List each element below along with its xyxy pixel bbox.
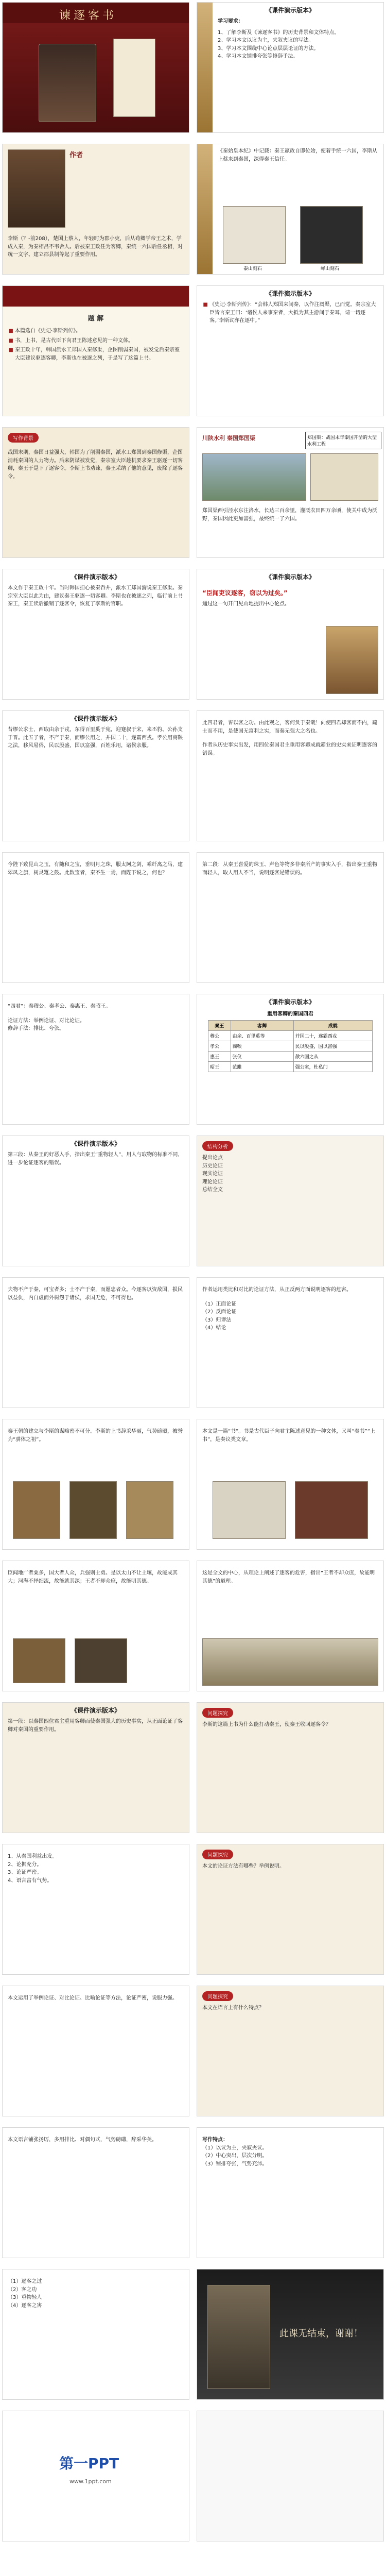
table-row — [208, 1041, 373, 1052]
decorative-panel — [197, 3, 213, 132]
brand-url: www.1ppt.com — [69, 2478, 112, 2485]
slide-paragraph-5 — [3, 1561, 189, 1691]
table-row — [208, 1062, 373, 1072]
slide-table — [197, 994, 383, 1124]
answer-item: 4、语言富有气势。 — [8, 1877, 52, 1884]
structure-item: 理论论证 — [202, 1179, 223, 1185]
artifact-image — [126, 1481, 173, 1539]
slide-thanks — [197, 2269, 383, 2399]
para-text: 秦王朝的建立与李斯的谋略密不可分。李斯的上书辞采华丽，气势磅礴，被誉为“骈体之祖”。 — [8, 1429, 183, 1443]
portrait-image — [8, 149, 65, 228]
slide-header: 《课件演示版本》 — [265, 573, 315, 581]
slide-title-text: 谏逐客书 — [59, 9, 117, 22]
para-text: 夫物不产于秦，可宝者多；士不产于秦，而愿忠者众。今逐客以资敌国，损民以益仇，内自虚而外树怨于诸侯，求国无危，不可得也。 — [8, 1287, 183, 1301]
artifact-image — [13, 1638, 65, 1683]
answer-item: 1、从秦国利益出发。 — [8, 1854, 58, 1859]
feature-item: 写作特点： — [202, 2137, 228, 2143]
table-cell: 并国二十，遂霸西戎 — [293, 1031, 372, 1041]
intro-item: • 秦王政十年，韩国派水工郑国入秦修渠，企图削弱秦国，被发觉后秦宗室大臣建议驱逐客卿，李斯也在被逐之列，于是写了这篇上书。 — [15, 346, 184, 362]
intro-item: • 本篇选自《史记·李斯列传》。 — [15, 327, 184, 335]
slide-answer-1 — [3, 1844, 189, 1974]
structure-item: 现实论证 — [202, 1171, 223, 1177]
slide-summary-1 — [3, 1703, 189, 1833]
author-text: 李斯（？-前208），楚国上蔡人，年轻时为郡小吏，后从荀卿学帝王之术，学成入秦，为秦相吕不韦舍人。后被秦王政任为客卿，秦统一六国后任丞相，对统一文字、建立郡县制等起了重要作用。 — [8, 236, 183, 258]
slide-four-kings — [3, 994, 189, 1124]
req-item: 2、学习本文以议为主，夹叙夹议的写法。 — [218, 38, 314, 43]
req-item: 4、学习本文铺排夸张等修辞手法。 — [218, 54, 299, 59]
slide-brand — [3, 2411, 189, 2541]
para-text: 臣闻地广者粟多，国大者人众，兵强则士勇。是以太山不让土壤，故能成其大；河海不择细流，故能就其深；王者不却众庶，故能明其德。 — [8, 1570, 178, 1584]
canal-title: 川陕水利 秦国郑国渠 — [202, 435, 255, 442]
slide-history — [197, 286, 383, 416]
question-text: 本文在语言上有什么特点？ — [202, 2005, 264, 2011]
table-cell: 由余、百里奚等 — [231, 1031, 293, 1041]
subheader: 学习要求： — [218, 19, 243, 24]
slide-paragraph-1-notes — [197, 711, 383, 841]
history-item: • 《史记·李斯列传》：“会韩人郑国来间秦，以作注溉渠，已而觉。秦宗室大臣皆言秦王曰：‘诸侯人来事秦者，大抵为其主游间于秦耳，请一切逐客。’李斯议亦在逐中。” — [209, 301, 378, 325]
slide-requirements — [197, 3, 383, 132]
artifact-image — [295, 1481, 368, 1539]
outline-item: （3）重物轻人 — [8, 2295, 42, 2300]
canal-box: 郑国渠：战国末年秦国开凿的大型水利工程 — [305, 432, 381, 449]
para-text: 本文是一篇“书”。书是古代臣子向君主陈述意见的一种文体，又叫“奏书”“上书”，是奏议类文章。 — [202, 1429, 375, 1443]
table-cell: 张仪 — [231, 1052, 293, 1062]
answer-text: 本文语言铺张扬厉，多用排比、对偶句式，气势磅礴，辞采华美。 — [8, 2137, 157, 2143]
slide-header: 《课件演示版本》 — [265, 7, 315, 14]
landscape-image — [202, 1638, 378, 1686]
method-item: 论证方法：举例论证、对比论证。 — [8, 1018, 85, 1024]
analysis-item: （4）结论 — [202, 1325, 226, 1331]
question-text: 本文的论证方法有哪些？举例说明。 — [202, 1863, 285, 1869]
slide-paragraph-5-analysis — [197, 1561, 383, 1691]
table-row — [208, 1052, 373, 1062]
stele-image-1 — [223, 206, 286, 264]
thesis-sub: 通过这一句开门见山地提出中心论点。 — [202, 601, 290, 607]
table-cell: 散六国之从 — [293, 1052, 372, 1062]
slide-paragraph-4-analysis — [197, 1278, 383, 1408]
slide-structure — [197, 1136, 383, 1266]
slide-author — [3, 144, 189, 274]
decorative-panel — [197, 144, 213, 274]
canal-text: 郑国渠西引泾水东注洛水，长达三百余里，灌溉农田四万余顷，使关中成为沃野，秦国因此更加富强，最终统一了六国。 — [202, 508, 377, 522]
slide-answer-2 — [3, 1986, 189, 2116]
slide-intro — [3, 286, 189, 416]
slide-header: 《课件演示版本》 — [71, 1707, 120, 1714]
slide-paragraph-4 — [3, 1278, 189, 1408]
map-image — [310, 453, 378, 501]
slide-paragraph-1 — [3, 711, 189, 841]
section-label: 问题探究 — [202, 1991, 233, 2001]
table-header: 成就 — [293, 1021, 372, 1031]
slide-canal — [197, 428, 383, 557]
para-text: 作者运用类比和对比的论证方法，从正反两方面说明逐客的危害。 — [202, 1287, 352, 1293]
outline-item: （2）客之功 — [8, 2286, 37, 2293]
stele-text: 《秦始皇本纪》中记载：秦王嬴政自即位始，便着手统一六国，李斯从上蔡来到秦国，深得秦王信任。 — [218, 148, 377, 162]
caption-2: 峄山刻石 — [321, 266, 340, 272]
section-label: 题 解 — [87, 315, 104, 323]
thanks-text: 此课无结束，谢谢！ — [279, 2328, 363, 2339]
title-banner — [3, 286, 189, 307]
outline-item: （4）逐客之害 — [8, 2302, 42, 2309]
intro-item: • 书，上书，是古代臣下向君王陈述意见的一种文体。 — [15, 337, 184, 345]
slide-artifacts — [3, 1419, 189, 1549]
table-header: 秦王 — [208, 1021, 231, 1031]
caption-1: 泰山刻石 — [243, 266, 262, 272]
table-cell: 民以殷盛，国以富强 — [293, 1041, 372, 1052]
section-label: 问题探究 — [202, 1708, 233, 1718]
slide-question-1 — [197, 1703, 383, 1833]
artifact-image — [213, 1481, 286, 1539]
slide-background — [3, 428, 189, 557]
req-item: 1、了解李斯及《谏逐客书》的历史背景和文体特点。 — [218, 29, 340, 36]
para-text: 今陛下致昆山之玉，有随和之宝，垂明月之珠，服太阿之剑，乘纤离之马，建翠凤之旗，树灵鼍之鼓。此数宝者，秦不生一焉，而陛下说之，何也？ — [8, 862, 183, 876]
para-text: 第三段：从秦王的好恶入手，指出秦王“重物轻人”，用人与取物的标准不同，进一步论证逐客的错误。 — [8, 1152, 183, 1166]
section-label: 问题探究 — [202, 1850, 233, 1859]
table-row — [208, 1031, 373, 1041]
table-cell: 惠王 — [208, 1052, 231, 1062]
table-header-row — [208, 1021, 373, 1031]
table-cell: 商鞅 — [231, 1041, 293, 1052]
kings-table — [208, 1020, 373, 1072]
feature-item: （2）中心突出，层次分明。 — [202, 2153, 268, 2159]
statue-image — [207, 2285, 270, 2389]
slide-context — [3, 569, 189, 699]
slide-header: 《课件演示版本》 — [265, 998, 315, 1006]
section-label: 写作背景 — [8, 433, 39, 443]
table-cell: 强公室，杜私门 — [293, 1062, 372, 1072]
table-cell: 昭王 — [208, 1062, 231, 1072]
req-item: 3、学习本文围绕中心论点层层论证的方法。 — [218, 45, 319, 52]
slide-features — [197, 2128, 383, 2258]
table-header: 客卿 — [231, 1021, 293, 1031]
analysis-item: （1）正面论证 — [202, 1301, 237, 1307]
feature-item: （3）铺排夸张，气势充沛。 — [202, 2161, 268, 2167]
outline-item: （1）逐客之过 — [8, 2279, 42, 2284]
slide-blank — [197, 2411, 383, 2541]
artifact-image — [13, 1481, 60, 1539]
structure-item: 历史论证 — [202, 1163, 223, 1169]
artifact-image — [69, 1481, 117, 1539]
canal-image — [202, 453, 306, 501]
para-text: 第二段：从秦王喜爱的珠玉、声色等物多非秦所产的事实入手，指出秦王重物而轻人，取人用人不当，说明逐客是错误的。 — [202, 862, 377, 876]
para-text: 此四君者，皆以客之功。由此观之，客何负于秦哉！向使四君却客而不内，疏士而不用，是使国无富利之实，而秦无强大之名也。 — [202, 720, 377, 734]
para-text: 这是全文的中心，从理论上阐述了逐客的危害，指出“王者不却众庶，故能明其德”的道理。 — [202, 1570, 375, 1584]
thesis-quote: “臣闻吏议逐客，窃以为过矣。” — [202, 589, 288, 597]
section-label: 结构分析 — [202, 1141, 233, 1151]
portrait-image — [39, 44, 96, 122]
slide-header: 《课件演示版本》 — [71, 1140, 120, 1147]
slide-genre — [197, 1419, 383, 1549]
slide-title — [3, 3, 189, 132]
brand-logo: 第一PPT — [59, 2455, 119, 2472]
slide-header: 《课件演示版本》 — [265, 290, 315, 297]
para-note: 作者从历史事实出发，用四位秦国君主重用客卿成就霸业的史实来证明逐客的错误。 — [202, 742, 377, 756]
table-title: 重用客卿的秦国四君 — [267, 1011, 313, 1017]
kings-text: “四君”：秦穆公、秦孝公、秦惠王、秦昭王。 — [8, 1004, 111, 1009]
slide-paragraph-2 — [3, 853, 189, 982]
artifact-image — [75, 1638, 127, 1683]
slide-question-2 — [197, 1844, 383, 1974]
table-cell: 孝公 — [208, 1041, 231, 1052]
figure-image — [326, 626, 378, 694]
slide-outline — [3, 2269, 189, 2399]
calligraphy-image — [113, 39, 155, 117]
para-text: 昔缪公求士，西取由余于戎，东得百里奚于宛，迎蹇叔于宋，来丕豹、公孙支于晋。此五子者，不产于秦，而缪公用之，并国二十，遂霸西戎。孝公用商鞅之法，移风易俗，民以殷盛，国以富强，百姓乐用，诸侯亲服。 — [8, 727, 183, 749]
table-cell: 穆公 — [208, 1031, 231, 1041]
question-text: 李斯的这篇上书为什么能打动秦王，使秦王收回逐客令？ — [202, 1722, 331, 1727]
slide-question-3 — [197, 1986, 383, 2116]
table-cell: 范雎 — [231, 1062, 293, 1072]
para-text: 第一段：以秦国四位君主重用客卿而使秦国强大的历史事实，从正面论证了客卿对秦国的重要作用。 — [8, 1719, 183, 1733]
slide-stone-steles — [197, 144, 383, 274]
analysis-item: （3）归谬法 — [202, 1317, 232, 1323]
context-text: 本文作于秦王政十年。当时韩国担心被秦吞并，派水工郑国游说秦王修渠。秦宗室大臣以此为由，建议秦王驱逐一切客卿。李斯也在被逐之列，临行前上书秦王，秦王读后撤销了逐客令，恢复了李斯的官职。 — [8, 585, 183, 607]
stele-image-2 — [300, 206, 363, 264]
background-text: 战国末期，秦国日益强大，韩国为了削弱秦国，派水工郑国到秦国修渠，企图消耗秦国的人力物力。后来阴谋被发觉，秦宗室大臣趁机要求秦王驱逐一切客卿，秦王于是下了逐客令。李斯上书劝谏，秦王采纳了他的意见，废除了逐客令。 — [8, 450, 183, 480]
method-item: 修辞手法：排比、夸张。 — [8, 1026, 64, 1031]
section-label: 作者 — [69, 151, 83, 159]
slide-paragraph-3 — [3, 1136, 189, 1266]
answer-text: 本文运用了举例论证、对比论证、比喻论证等方法，论证严密，说服力强。 — [8, 1995, 178, 2001]
slide-header: 《课件演示版本》 — [71, 573, 120, 581]
slide-thesis — [197, 569, 383, 699]
structure-item: 提出论点 — [202, 1155, 223, 1161]
slide-answer-3 — [3, 2128, 189, 2258]
structure-item: 总结全文 — [202, 1187, 223, 1193]
slide-paragraph-2-analysis — [197, 853, 383, 982]
feature-item: （1）以议为主，夹叙夹议。 — [202, 2145, 268, 2151]
slide-header: 《课件演示版本》 — [71, 715, 120, 722]
analysis-item: （2）反面论证 — [202, 1309, 237, 1315]
answer-item: 2、论据充分。 — [8, 1861, 42, 1868]
answer-item: 3、论证严密。 — [8, 1870, 42, 1875]
